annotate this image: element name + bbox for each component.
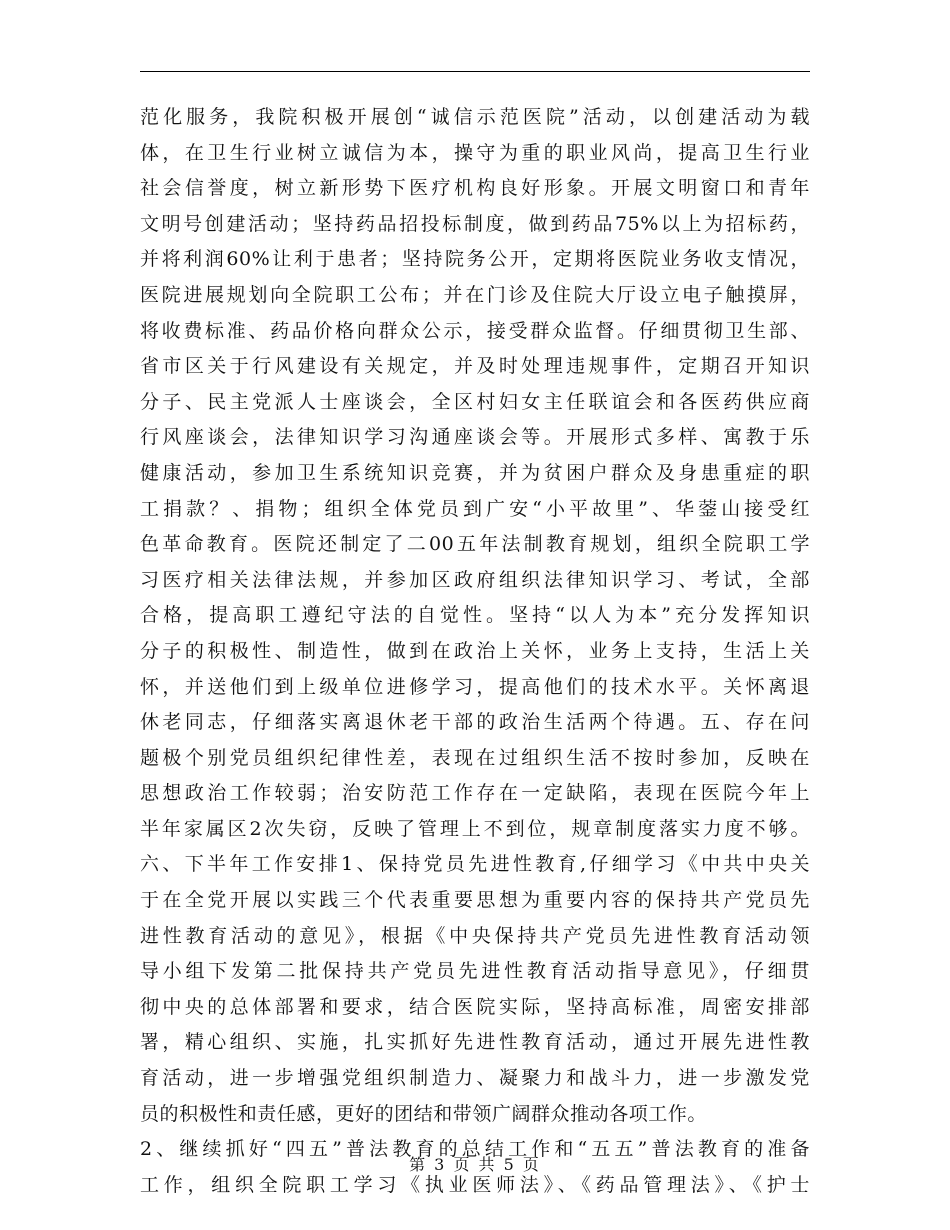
text-line: 六、下半年工作安排1、保持党员先进性教育,仔细学习《中共中央关	[140, 853, 810, 876]
text-line: 分子的积极性、制造性，做到在政治上关怀，业务上支持，生活上关	[140, 639, 810, 662]
text-line: 育活动，进一步增强党组织制造力、凝聚力和战斗力，进一步激发党	[140, 1067, 810, 1090]
text-line: 彻中央的总体部署和要求，结合医院实际，坚持高标准，周密安排部	[140, 995, 810, 1018]
text-line: 2、继续抓好“四五”普法教育的总结工作和“五五”普法教育的准备	[140, 1138, 810, 1161]
text-line: 并将利润60%让利于患者；坚持院务公开，定期将医院业务收支情况，	[140, 248, 810, 271]
text-line: 社会信誉度，树立新形势下医疗机构良好形象。开展文明窗口和青年	[140, 177, 810, 200]
text-line: 范化服务，我院积极开展创“诚信示范医院”活动，以创建活动为载	[140, 106, 810, 128]
text-line: 色革命教育。医院还制定了二00五年法制教育规划，组织全院职工学	[140, 533, 810, 556]
text-line: 署，精心组织、实施，扎实抓好先进性教育活动，通过开展先进性教	[140, 1031, 810, 1054]
text-line: 怀，并送他们到上级单位进修学习，提高他们的技术水平。关怀离退	[140, 675, 810, 698]
text-line: 将收费标准、药品价格向群众公示，接受群众监督。仔细贯彻卫生部、	[140, 319, 810, 342]
text-line: 导小组下发第二批保持共产党员先进性教育活动指导意见》，仔细贯	[140, 960, 810, 983]
text-line: 行风座谈会，法律知识学习沟通座谈会等。开展形式多样、寓教于乐	[140, 426, 810, 449]
text-line: 思想政治工作较弱；治安防范工作存在一定缺陷，表现在医院今年上	[140, 782, 810, 805]
text-line: 合格，提高职工遵纪守法的自觉性。坚持“以人为本”充分发挥知识	[140, 604, 810, 627]
text-line: 半年家属区2次失窃，反映了管理上不到位，规章制度落实力度不够。	[140, 817, 810, 840]
text-line: 于在全党开展以实践三个代表重要思想为重要内容的保持共产党员先	[140, 889, 810, 912]
text-line: 习医疗相关法律法规，并参加区政府组织法律知识学习、考试，全部	[140, 568, 810, 591]
header-rule	[140, 71, 810, 72]
body-text	[140, 100, 810, 1203]
text-line: 进性教育活动的意见》，根据《中央保持共产党员先进性教育活动领	[140, 924, 810, 947]
text-line: 分子、民主党派人士座谈会，全区村妇女主任联谊会和各医药供应商	[140, 390, 810, 413]
text-line: 体，在卫生行业树立诚信为本，操守为重的职业风尚，提高卫生行业	[140, 141, 810, 164]
text-line: 工捐款？、捐物；组织全体党员到广安“小平故里”、华蓥山接受红	[140, 497, 810, 520]
page-footer: 第 3 页 共 5 页	[409, 1155, 541, 1174]
text-line: 题极个别党员组织纪律性差，表现在过组织生活不按时参加，反映在	[140, 746, 810, 769]
text-line: 省市区关于行风建设有关规定，并及时处理违规事件，定期召开知识	[140, 355, 810, 378]
text-line: 健康活动，参加卫生系统知识竞赛，并为贫困户群众及身患重症的职	[140, 461, 810, 484]
text-line: 文明号创建活动；坚持药品招投标制度，做到药品75%以上为招标药，	[140, 212, 810, 235]
text-line: 员的积极性和责任感，更好的团结和带领广阔群众推动各项工作。	[140, 1102, 707, 1125]
text-line: 医院进展规划向全院职工公布；并在门诊及住院大厅设立电子触摸屏，	[140, 283, 810, 306]
text-line: 休老同志，仔细落实离退休老干部的政治生活两个待遇。五、存在问	[140, 711, 810, 734]
text-line: 工作，组织全院职工学习《执业医师法》、《药品管理法》、《护士	[140, 1173, 810, 1196]
